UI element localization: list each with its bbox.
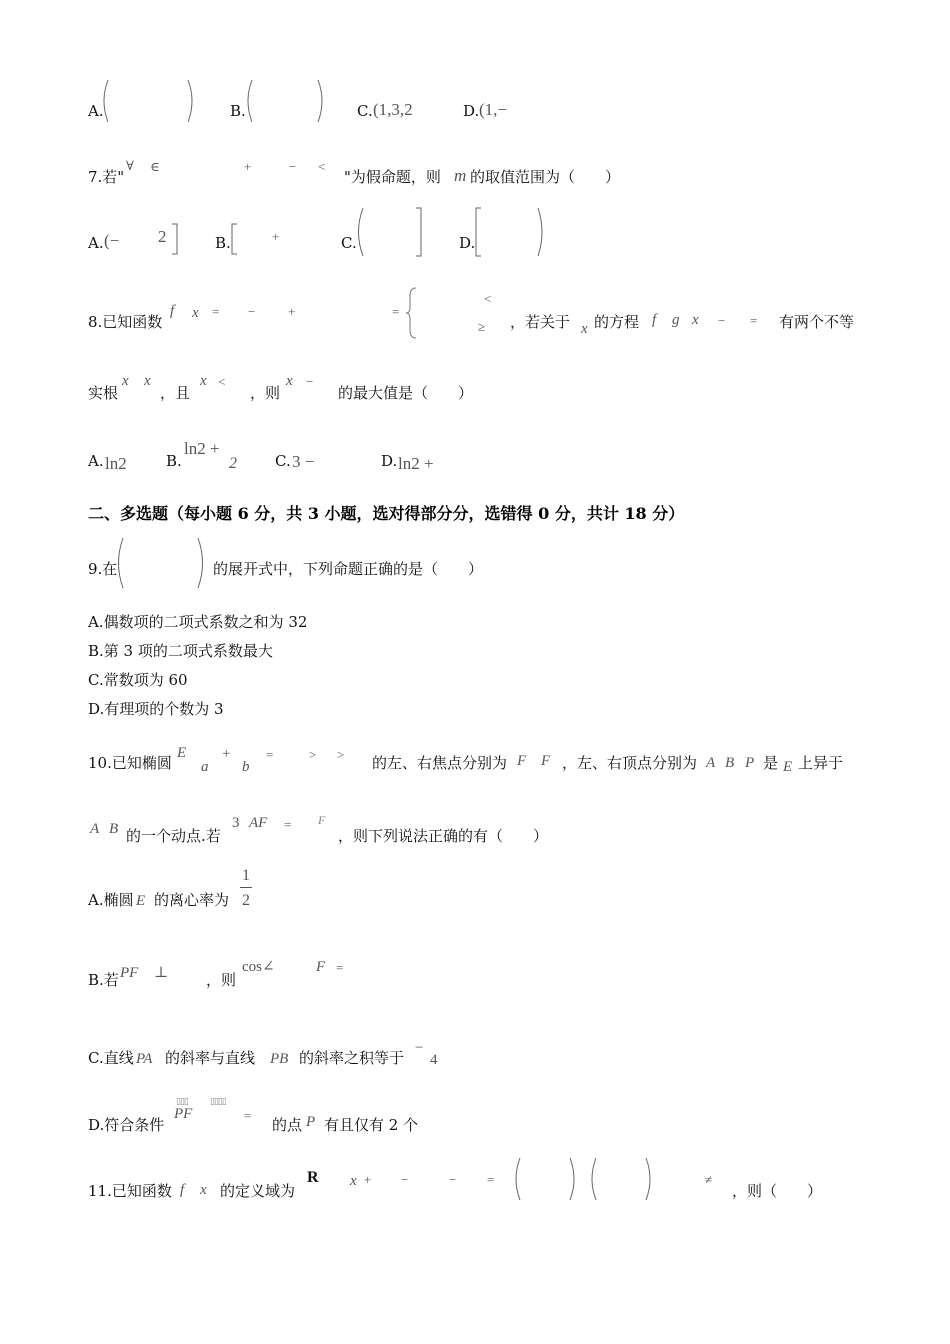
q10-option-c-minus: − <box>415 1040 424 1056</box>
q9-option-d: D.有理项的个数为 3 <box>88 700 224 718</box>
q8-line2-prefix: 实根 <box>88 384 119 402</box>
q10-option-c-PB: PB <box>270 1051 289 1067</box>
q8-root-x2: x <box>144 373 151 389</box>
q10-E2: E <box>783 759 793 775</box>
q10-stem-middle2: ，左、右顶点分别为 <box>562 754 698 772</box>
q10-line2-B: B <box>109 821 119 837</box>
q7-lt-symbol: < <box>318 159 326 174</box>
q7-option-a-value: (− <box>104 231 120 250</box>
q10-option-b-prefix: B.若 <box>88 971 119 989</box>
q10-option-b-middle: ，则 <box>206 971 237 989</box>
q10-option-c-prefix: C.直线 <box>88 1049 134 1067</box>
q9-option-c: C.常数项为 60 <box>88 671 188 689</box>
q8-option-a-value: ln2 <box>105 454 127 473</box>
q11-plus: + <box>364 1172 372 1187</box>
q10-option-c-denominator: 4 <box>430 1052 438 1068</box>
q8-g: g <box>672 312 680 328</box>
q8-option-c-label: C. <box>275 452 291 470</box>
q6-option-b-label: B. <box>230 102 246 120</box>
q10-A: A <box>706 755 716 771</box>
q7-option-c-label: C. <box>341 234 357 252</box>
q11-stem-suffix: ，则（ ） <box>732 1182 823 1200</box>
q10-option-d-suffix: 有且仅有 2 个 <box>324 1116 419 1134</box>
q10-option-d-P: P <box>306 1114 316 1130</box>
q8-eq2: = <box>392 304 400 319</box>
q10-AF: AF <box>249 815 268 831</box>
q8-option-c-value: 3 − <box>292 452 315 471</box>
q10-stem-prefix: 10.已知椭圆 <box>88 754 172 772</box>
q8-line2-middle: ，且 <box>160 384 191 402</box>
q7-option-d-label: D. <box>459 234 476 252</box>
q10-option-d-vector-arrow-2: ▯▯▯▯ <box>210 1097 226 1107</box>
q10-option-a-E: E <box>136 893 146 909</box>
q8-line2-middle2: ，则 <box>250 384 281 402</box>
q10-option-d-vector-arrow-1: ▯▯▯ <box>176 1097 188 1107</box>
q10-option-c-PA: PA <box>136 1051 153 1067</box>
q10-option-d-PF: PF <box>174 1106 193 1122</box>
q11-paren-group-2 <box>588 1156 656 1202</box>
q11-eq: = <box>487 1172 495 1187</box>
q6-option-a-parens <box>100 78 200 124</box>
q10-option-b-eq: = <box>336 960 344 975</box>
q7-plus-symbol: + <box>244 159 252 174</box>
q6-option-c-label: C. <box>357 102 373 120</box>
q10-F3: F <box>318 813 326 827</box>
q7-option-b-label: B. <box>215 234 231 252</box>
q8-stem-suffix: 有两个不等 <box>779 313 855 331</box>
q7-stem-suffix: 的取值范围为（ ） <box>470 168 621 186</box>
q10-three: 3 <box>232 815 240 831</box>
q8-option-a-label: A. <box>88 452 104 470</box>
q10-a-var: a <box>201 759 209 775</box>
q10-eq2: = <box>284 817 292 832</box>
q7-option-b-plus: + <box>272 229 280 244</box>
q11-stem-middle: 的定义域为 <box>220 1182 296 1200</box>
q10-ellipse-E: E <box>177 745 187 761</box>
q10-F2: F <box>541 753 551 769</box>
q7-option-c-interval <box>354 206 426 258</box>
q8-option-d-value: ln2 + <box>398 454 434 473</box>
q7-var-m: m <box>454 166 467 185</box>
q6-option-d-label: D. <box>463 102 480 120</box>
q8-stem-middle2: 的方程 <box>594 313 640 331</box>
q10-stem-middle: 的左、右焦点分别为 <box>372 754 508 772</box>
q8-option-b-top: ln2 + <box>184 439 220 458</box>
q8-minus: − <box>248 304 256 319</box>
q10-gt1: > <box>309 747 317 762</box>
q11-minus: − <box>401 1172 409 1187</box>
q6-option-a-label: A. <box>88 102 104 120</box>
q7-option-d-interval <box>474 206 548 258</box>
q8-minus3: − <box>306 374 314 389</box>
q10-option-d-prefix: D.符合条件 <box>88 1116 165 1134</box>
q10-stem-suffix: 上异于 <box>798 754 844 772</box>
q7-option-a-number: 2 <box>158 227 167 246</box>
q9-stem-suffix: 的展开式中，下列命题正确的是（ ） <box>213 560 484 578</box>
q10-option-a-prefix: A.椭圆 <box>88 891 134 909</box>
q7-forall-symbol: ∀ <box>126 158 134 173</box>
q10-P: P <box>745 755 755 771</box>
q8-f2: f <box>652 312 657 328</box>
q9-binomial-parens <box>114 536 208 590</box>
q8-eq3: = <box>750 313 758 328</box>
q8-stem-middle: ，若关于 <box>510 313 571 331</box>
q7-option-a-bracket <box>170 222 180 256</box>
q6-option-c-value: (1,3,2 <box>373 100 413 119</box>
q10-stem-middle3: 是 <box>763 754 779 772</box>
q8-root-x1: x <box>122 373 129 389</box>
q10-option-b-PF: PF <box>120 965 139 981</box>
q10-option-b-cos: cos∠ <box>242 959 275 975</box>
q10-option-b-F: F <box>316 959 326 975</box>
q8-eq: = <box>212 304 220 319</box>
q8-plus: + <box>288 304 296 319</box>
q8-stem-prefix: 8.已知函数 <box>88 313 163 331</box>
q8-piecewise-brace <box>404 286 418 340</box>
q11-ne: ≠ <box>705 1172 713 1187</box>
q11-minus2: − <box>449 1172 457 1187</box>
section-2-heading: 二、多选题（每小题 6 分，共 3 小题，选对得部分分，选错得 0 分，共计 18 分） <box>88 504 685 523</box>
q8-option-b-label: B. <box>166 452 182 470</box>
q10-gt2: > <box>337 747 345 762</box>
q10-option-a-denominator: 2 <box>242 892 250 909</box>
q7-minus-symbol: − <box>289 159 297 174</box>
q8-x4: x <box>286 373 293 389</box>
q10-option-b-perp: ⊥ <box>154 965 169 981</box>
q7-in-symbol: ∈ <box>150 159 160 174</box>
q9-option-a: A.偶数项的二项式系数之和为 32 <box>88 613 308 631</box>
q10-option-a-suffix: 的离心率为 <box>154 891 230 909</box>
q8-x3: x <box>200 373 207 389</box>
q8-x2: x <box>692 312 699 328</box>
q10-plus: + <box>222 746 231 762</box>
q10-line2-A: A <box>90 821 100 837</box>
q10-b-var: b <box>242 759 250 775</box>
q11-x2: x <box>350 1173 357 1189</box>
q10-option-a-numerator: 1 <box>242 867 250 884</box>
q8-x: x <box>192 305 199 321</box>
q8-minus2: − <box>718 313 726 328</box>
q7-stem-middle: "为假命题，则 <box>344 168 441 186</box>
q10-B: B <box>725 755 735 771</box>
q8-line2-suffix: 的最大值是（ ） <box>338 384 474 402</box>
q8-ge: ≥ <box>478 319 486 334</box>
q11-x: x <box>200 1182 207 1198</box>
q8-option-d-label: D. <box>381 452 398 470</box>
q10-option-a-fraction-bar <box>240 887 252 888</box>
q7-stem-prefix: 7.若" <box>88 168 125 186</box>
q11-paren-group-1 <box>512 1156 580 1202</box>
q8-lt: < <box>484 291 492 306</box>
q8-x-var: x <box>581 321 588 337</box>
q7-option-a-label: A. <box>88 234 104 252</box>
q9-stem-prefix: 9.在 <box>88 560 118 578</box>
q10-option-c-suffix: 的斜率之积等于 <box>299 1049 405 1067</box>
q10-option-d-middle: 的点 <box>272 1116 303 1134</box>
q10-line2-middle: 的一个动点.若 <box>126 827 221 845</box>
q8-option-b-sub: 2 <box>229 455 237 472</box>
q7-option-b-bracket <box>230 222 240 256</box>
q8-lt2: < <box>218 374 226 389</box>
q10-eq: = <box>266 747 274 762</box>
q6-option-b-parens <box>244 78 328 124</box>
q10-F1: F <box>517 753 527 769</box>
q6-option-d-value: (1,− <box>479 100 507 119</box>
q8-f: f <box>170 303 175 319</box>
q10-option-d-eq: = <box>244 1108 252 1123</box>
q11-f: f <box>180 1182 185 1198</box>
q11-stem-prefix: 11.已知函数 <box>88 1182 172 1200</box>
q11-R: R <box>307 1169 319 1186</box>
q9-option-b: B.第 3 项的二项式系数最大 <box>88 642 273 660</box>
q10-option-c-middle: 的斜率与直线 <box>165 1049 256 1067</box>
q10-line2-suffix: ，则下列说法正确的有（ ） <box>338 827 549 845</box>
